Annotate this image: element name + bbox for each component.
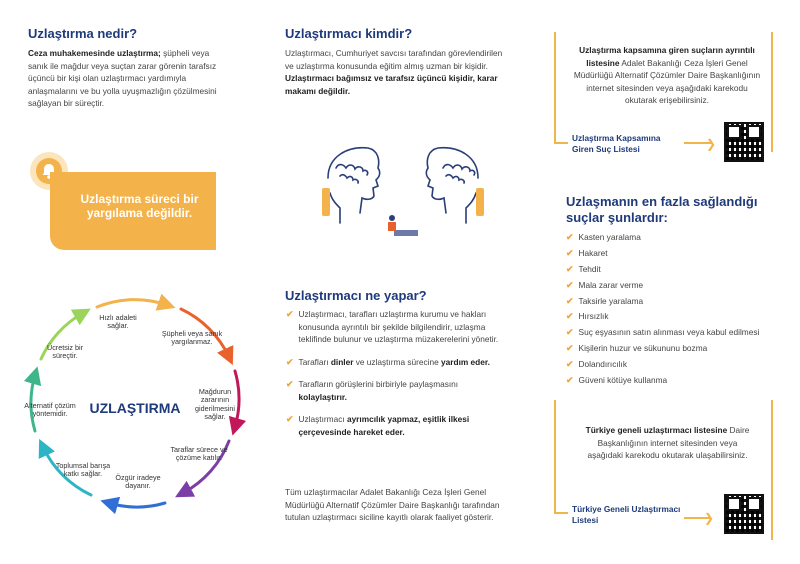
duty-text: Tarafların görüşlerini birbiriyle paylaşmasını [298,379,459,389]
arrow-right-icon: ❯ [706,137,717,151]
what-is-title: Uzlaştırma nedir? [28,26,138,41]
crime-item [566,310,791,323]
crime-text: Kasten yaralama [578,232,641,242]
check-icon: ✔ [566,279,574,290]
wheel-item: Hızlı adaleti sağlar. [99,313,137,331]
check-icon: ✔ [286,309,294,319]
banner-text: Uzlaştırma süreci bir yargılama değildir. [80,192,199,220]
duty-item [286,356,508,369]
qr-code-mediator-list[interactable] [724,494,764,534]
crime-text: Tehdit [578,263,601,274]
crime-text: Suç eşyasının satın alınması veya kabul edilmesi [578,327,760,338]
who-is-paragraph [285,47,505,97]
check-icon: ✔ [566,232,574,242]
wheel-item: Mağdurun zararının giderilmesini sağlar. [195,387,235,422]
box1-bold: Uzlaştırma kapsamına giren suçların ayrıntılı listesine [579,45,755,68]
box1-rest: Adalet Bakanlığı Ceza İşleri Genel Müdürlüğü Alternatif Çözümler Daire Başkanlığının internet sitesinden veya aşağıdaki karekodu okutarak erişebilirsiniz. [573,57,761,105]
check-icon: ✔ [566,343,574,354]
check-icon: ✔ [566,375,574,386]
crime-list-link[interactable]: Uzlaştırma Kapsamına Giren Suç Listesi [572,133,661,154]
registry-note: Tüm uzlaştırmacılar Adalet Bakanlığı Ceza İşleri Genel Müdürlüğü Alternatif Çözümler Daire Başkanlığı tarafından tutulan uzlaştırmacı siciline kayıtlı olarak faaliyet gösterir. [285,487,500,522]
what-does-title: Uzlaştırmacı ne yapar? [285,288,427,303]
duty-bold: yardım eder. [441,356,490,367]
duty-bold: ayrımcılık yapmaz, eşitlik ilkesi çerçevesinde hareket eder. [298,414,470,437]
check-icon: ✔ [566,327,574,338]
what-is-paragraph [28,47,218,110]
crime-list [566,231,791,390]
crime-item [566,295,791,308]
wheel-item: Şüpheli veya sanık yargılanmaz. [161,329,223,347]
duty-bold: kolaylaştırır. [298,391,347,402]
box1-text [570,44,764,107]
crime-text: Mala zarar verme [578,279,644,290]
crime-text: Hırsızlık [578,311,609,322]
mediation-illustration [318,138,488,248]
crime-item [566,263,791,276]
crime-text: Dolandırıcılık [578,359,627,370]
box2-rest: Daire Başkanlığının internet sitesinden veya aşağıdaki karekodu okutarak ulaşabilirsiniz. [587,425,750,460]
duty-text: Tarafları [298,356,331,367]
wheel-item: Taraflar sürece ve çözüme katılır. [170,445,228,463]
check-icon: ✔ [566,295,574,306]
duty-list [286,308,508,438]
duty-item [286,413,508,438]
wheel-item: Özgür iradeye dayanır. [115,473,161,491]
box1-frame-left [554,32,556,142]
who-is-plain: Uzlaştırmacı, Cumhuriyet savcısı tarafından görevlendirilen ve uzlaştırma konusunda eğitim almış uzman bir kişidir. [285,48,503,71]
check-icon: ✔ [286,414,294,424]
crime-text: Güveni kötüye kullanma [578,375,668,386]
wheel-item: Ücretsiz bir süreçtir. [47,343,83,361]
box2-frame-left [554,400,556,512]
box2-frame-bottom [554,512,568,514]
duty-item [286,378,508,403]
what-is-bold: Ceza muhakemesinde uzlaştırma; [28,48,161,58]
duty-text: ve uzlaştırma sürecine [353,356,442,367]
crime-item [566,358,791,371]
what-is-rest: şüpheli veya sanık ile mağdur veya suçtan zarar görenin tarafsız üçüncü bir kişi olan uzlaştırmacı yardımıyla anlaşmalarını ve bu yolla uyuşmazlığın çözülmesini sağlayan bir süreçtir. [28,48,217,108]
who-is-title: Uzlaştırmacı kimdir? [285,26,413,41]
qr-code-crime-list[interactable] [724,122,764,162]
check-icon: ✔ [286,356,294,367]
check-icon: ✔ [566,359,574,370]
mediator-list-link[interactable]: Türkiye Geneli Uzlaştırmacı Listesi [572,504,681,525]
crime-text: Kişilerin huzur ve sükununu bozma [578,343,708,354]
who-is-bold: Uzlaştırmacı bağımsız ve tarafsız üçüncü kişidir, karar makamı değildir. [285,73,498,96]
common-crimes-title: Uzlaşmanın en fazla sağlandığı suçlar şunlardır: [566,194,758,225]
crime-item [566,374,791,387]
box2-text [580,424,755,462]
box1-frame-bottom [554,142,568,144]
crime-item [566,279,791,292]
crime-item [566,342,791,355]
check-icon: ✔ [286,379,294,389]
check-icon: ✔ [566,311,574,322]
duty-item [286,308,508,346]
duty-bold: dinler [330,356,354,367]
wheel-center: UZLAŞTIRMA [89,400,181,416]
duty-text: Uzlaştırmacı, tarafları uzlaştırma kurumu ve hakları konusunda ayrıntılı bir şekilde bilgilendirir, uzlaşma teklifinde bulunur ve uzlaştırma müzakerelerini yönetir. [298,309,499,344]
crime-item [566,231,791,244]
check-icon: ✔ [566,263,574,274]
arrow-right-icon: ❯ [704,511,715,525]
crime-item [566,326,791,339]
crime-item [566,247,791,260]
wheel-item: Toplumsal barışa katkı sağlar. [55,461,111,479]
crime-text: Hakaret [578,247,608,258]
duty-text: Uzlaştırmacı [298,414,347,424]
check-icon: ✔ [566,247,574,258]
crime-text: Taksirle yaralama [578,295,644,306]
box2-bold: Türkiye geneli uzlaştırmacı listesine [585,425,728,435]
wheel-item: Alternatif çözüm yöntemidir. [24,401,76,419]
